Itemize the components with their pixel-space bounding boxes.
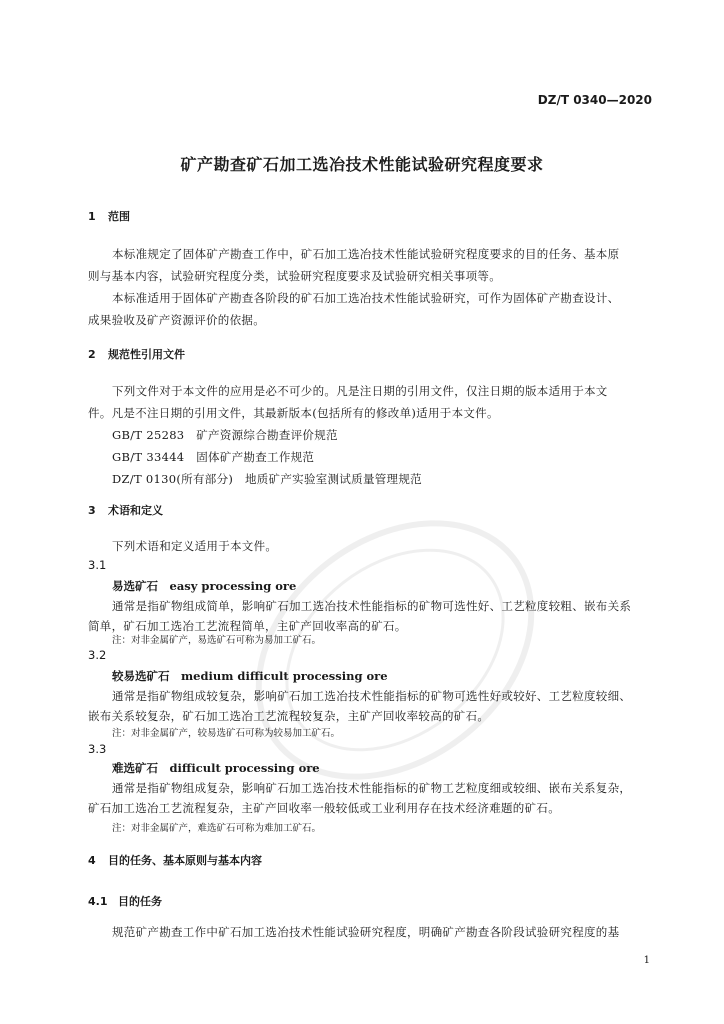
term-title: 易选矿石 easy processing ore bbox=[112, 579, 297, 593]
paragraph-line: 件。凡是不注日期的引用文件，其最新版本(包括所有的修改单)适用于本文件。 bbox=[88, 406, 499, 420]
section-number: 4 bbox=[88, 854, 96, 867]
section-title: 目的任务、基本原则与基本内容 bbox=[108, 854, 262, 867]
section-title: 范围 bbox=[108, 210, 130, 223]
section-title: 规范性引用文件 bbox=[108, 348, 185, 361]
section-number: 2 bbox=[88, 348, 96, 361]
section-2-heading bbox=[88, 346, 185, 362]
paragraph-line: 嵌布关系较复杂，矿石加工选冶工艺流程较复杂，主矿产回收率较高的矿石。 bbox=[88, 709, 490, 723]
section-number: 3 bbox=[88, 504, 96, 517]
section-title: 术语和定义 bbox=[108, 504, 163, 517]
term-title: 难选矿石 difficult processing ore bbox=[112, 761, 320, 775]
paragraph-line: 下列文件对于本文件的应用是必不可少的。凡是注日期的引用文件，仅注日期的版本适用于本文 bbox=[112, 384, 608, 398]
section-number: 1 bbox=[88, 210, 96, 223]
reference-item: DZ/T 0130(所有部分) 地质矿产实验室测试质量管理规范 bbox=[112, 472, 422, 486]
subsection-4-1-heading bbox=[88, 893, 162, 909]
paragraph-line: 通常是指矿物组成较复杂，影响矿石加工选冶技术性能指标的矿物可选性好或较好、工艺粒度较细、 bbox=[112, 689, 632, 703]
term-number: 3.3 bbox=[88, 742, 107, 756]
paragraph-line: 简单，矿石加工选冶工艺流程简单，主矿产回收率高的矿石。 bbox=[88, 619, 407, 633]
section-1-heading bbox=[88, 208, 130, 224]
paragraph-line: 成果验收及矿产资源评价的依据。 bbox=[88, 313, 265, 327]
section-4-heading bbox=[88, 852, 262, 868]
page-number: 1 bbox=[643, 955, 650, 966]
reference-item: GB/T 33444 固体矿产勘查工作规范 bbox=[112, 450, 315, 464]
term-note: 注：对非金属矿产，易选矿石可称为易加工矿石。 bbox=[112, 635, 322, 646]
section-3-heading bbox=[88, 502, 163, 518]
reference-item: GB/T 25283 矿产资源综合勘查评价规范 bbox=[112, 428, 338, 442]
term-title: 较易选矿石 medium difficult processing ore bbox=[112, 669, 388, 683]
standard-code: DZ/T 0340—2020 bbox=[537, 93, 652, 107]
subsection-number: 4.1 bbox=[88, 895, 108, 908]
paragraph-line: 下列术语和定义适用于本文件。 bbox=[112, 539, 278, 553]
term-note: 注：对非金属矿产，难选矿石可称为难加工矿石。 bbox=[112, 823, 322, 834]
subsection-title: 目的任务 bbox=[118, 895, 162, 908]
paragraph-line: 规范矿产勘查工作中矿石加工选冶技术性能试验研究程度，明确矿产勘查各阶段试验研究程度的基 bbox=[112, 925, 620, 939]
paragraph-line: 通常是指矿物组成复杂，影响矿石加工选冶技术性能指标的矿物工艺粒度细或较细、嵌布关系复杂， bbox=[112, 781, 632, 795]
term-number: 3.2 bbox=[88, 648, 107, 662]
term-number: 3.1 bbox=[88, 558, 107, 572]
term-note: 注：对非金属矿产，较易选矿石可称为较易加工矿石。 bbox=[112, 728, 341, 739]
paragraph-line: 通常是指矿物组成简单，影响矿石加工选冶技术性能指标的矿物可选性好、工艺粒度较粗、嵌布关系 bbox=[112, 599, 632, 613]
paragraph-line: 本标准适用于固体矿产勘查各阶段的矿石加工选冶技术性能试验研究，可作为固体矿产勘查设计、 bbox=[112, 291, 620, 305]
document-title: 矿产勘查矿石加工选冶技术性能试验研究程度要求 bbox=[180, 155, 544, 174]
paragraph-line: 则与基本内容，试验研究程度分类，试验研究程度要求及试验研究相关事项等。 bbox=[88, 269, 501, 283]
paragraph-line: 矿石加工选冶工艺流程复杂，主矿产回收率一般较低或工业利用存在技术经济难题的矿石。 bbox=[88, 801, 560, 815]
paragraph-line: 本标准规定了固体矿产勘查工作中，矿石加工选冶技术性能试验研究程度要求的目的任务、基本原 bbox=[112, 247, 620, 261]
